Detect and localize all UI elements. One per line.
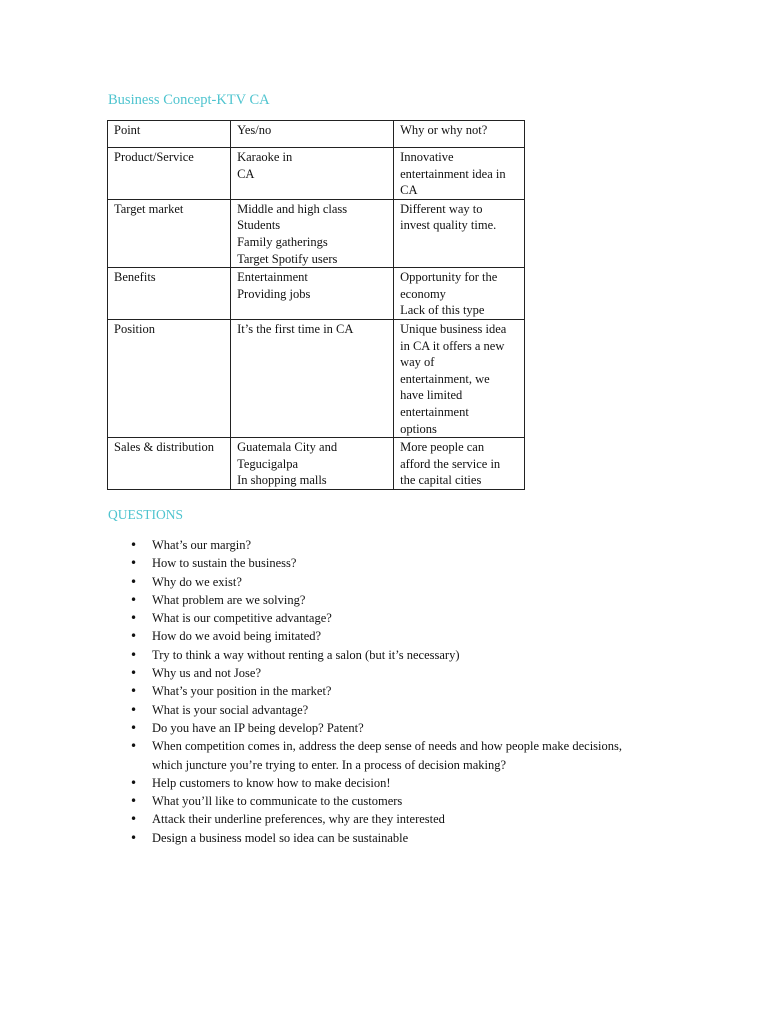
cell-why xyxy=(394,268,525,320)
cell-line: Students xyxy=(237,218,281,233)
cell-line: the capital cities xyxy=(400,473,482,488)
cell-line: Opportunity for the xyxy=(400,270,498,285)
questions-list xyxy=(152,536,652,847)
cell-line: way of xyxy=(400,355,435,370)
cell-line: Entertainment xyxy=(237,270,308,285)
cell-point: Position xyxy=(108,319,231,437)
cell-yes-no xyxy=(231,438,394,490)
cell-line: In shopping malls xyxy=(237,473,327,488)
question-item: • What’s your position in the market? xyxy=(152,682,652,700)
question-item: • Design a business model so idea can be sustainable xyxy=(152,829,652,847)
cell-yes-no xyxy=(231,148,394,200)
table-body xyxy=(108,148,525,490)
question-item: • When competition comes in, address the deep sense of needs and how people make decisions, which juncture you’re trying to enter. In a process of decision making? xyxy=(152,737,652,774)
questions-heading: QUESTIONS xyxy=(108,507,184,522)
cell-line: entertainment xyxy=(400,404,469,419)
question-item: • Attack their underline preferences, why are they interested xyxy=(152,810,652,828)
header-yes-no: Yes/no xyxy=(231,121,394,148)
table-row xyxy=(108,148,525,200)
cell-line: entertainment idea in xyxy=(400,166,506,181)
question-item: • Do you have an IP being develop? Patent? xyxy=(152,719,652,737)
cell-line: Target Spotify users xyxy=(237,251,338,266)
table-row xyxy=(108,199,525,267)
cell-line: invest quality time. xyxy=(400,218,497,233)
question-item: • Why us and not Jose? xyxy=(152,664,652,682)
cell-yes-no xyxy=(231,199,394,267)
question-item: • Why do we exist? xyxy=(152,573,652,591)
document-title: Business Concept-KTV CA xyxy=(108,92,270,108)
cell-line: options xyxy=(400,421,437,436)
table-header-row xyxy=(108,121,525,148)
cell-point: Sales & distribution xyxy=(108,438,231,490)
cell-point: Target market xyxy=(108,199,231,267)
cell-line: Providing jobs xyxy=(237,286,311,301)
cell-yes-no xyxy=(231,319,394,437)
cell-line: in CA it offers a new xyxy=(400,338,505,353)
question-item: • How to sustain the business? xyxy=(152,554,652,572)
cell-line: More people can xyxy=(400,440,485,455)
question-item: • What you’ll like to communicate to the customers xyxy=(152,792,652,810)
cell-line: Family gatherings xyxy=(237,234,328,249)
cell-line: Middle and high class xyxy=(237,201,348,216)
cell-why xyxy=(394,148,525,200)
question-item: • What is your social advantage? xyxy=(152,701,652,719)
cell-line: Different way to xyxy=(400,201,483,216)
cell-line: Guatemala City and xyxy=(237,440,338,455)
question-item: • What’s our margin? xyxy=(152,536,652,554)
cell-why xyxy=(394,199,525,267)
cell-line: Lack of this type xyxy=(400,303,485,318)
header-point: Point xyxy=(108,121,231,148)
cell-line: economy xyxy=(400,286,446,301)
cell-line: It’s the first time in CA xyxy=(237,321,354,336)
cell-line: afford the service in xyxy=(400,456,501,471)
cell-line: Innovative xyxy=(400,150,454,164)
cell-yes-no xyxy=(231,268,394,320)
question-item: • How do we avoid being imitated? xyxy=(152,627,652,645)
cell-line: have limited xyxy=(400,388,463,403)
cell-line: CA xyxy=(237,166,255,181)
cell-line: CA xyxy=(400,183,418,198)
cell-line: entertainment, we xyxy=(400,371,490,386)
question-item: • Try to think a way without renting a salon (but it’s necessary) xyxy=(152,646,652,664)
cell-line: Unique business idea xyxy=(400,321,507,336)
question-item: • What problem are we solving? xyxy=(152,591,652,609)
question-item: • Help customers to know how to make decision! xyxy=(152,774,652,792)
cell-point: Benefits xyxy=(108,268,231,320)
table-row xyxy=(108,319,525,437)
business-concept-table xyxy=(107,120,525,490)
table-row xyxy=(108,268,525,320)
cell-why xyxy=(394,319,525,437)
table-row xyxy=(108,438,525,490)
header-why: Why or why not? xyxy=(394,121,525,148)
cell-point: Product/Service xyxy=(108,148,231,200)
cell-why xyxy=(394,438,525,490)
cell-line: Tegucigalpa xyxy=(237,456,298,471)
question-item: • What is our competitive advantage? xyxy=(152,609,652,627)
cell-line: Karaoke in xyxy=(237,150,293,164)
